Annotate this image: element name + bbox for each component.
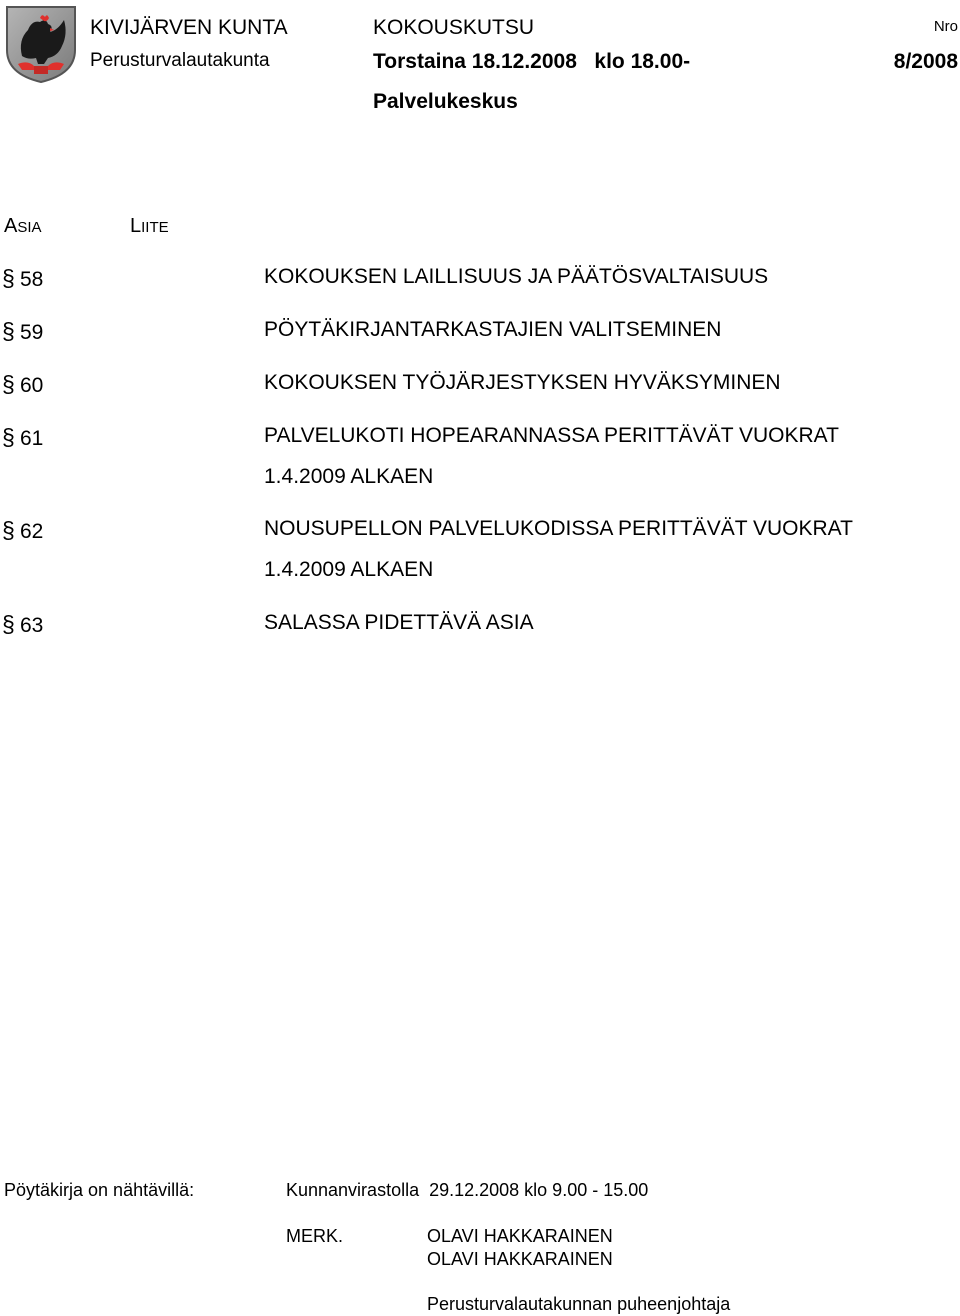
agenda-item-title: PALVELUKOTI HOPEARANNASSA PERITTÄVÄT VUOKRAT bbox=[264, 424, 839, 447]
column-header-liite-cap: L bbox=[130, 215, 142, 237]
signature-merk: MERK. bbox=[286, 1226, 344, 1246]
meeting-place: Palvelukeskus bbox=[373, 90, 518, 113]
agenda-item-title: SALASSA PIDETTÄVÄ ASIA bbox=[264, 611, 534, 634]
column-header-asia-rest: SIA bbox=[17, 219, 42, 236]
meeting-datetime: Torstaina 18.12.2008 klo 18.00- bbox=[373, 50, 691, 73]
agenda-item-number bbox=[2, 318, 43, 345]
signer-name: OLAVI HAKKARAINEN bbox=[427, 1226, 613, 1246]
signer-title: Perusturvalautakunnan puheenjohtaja bbox=[427, 1294, 731, 1314]
item-number: 59 bbox=[20, 321, 44, 344]
minutes-display-location: Kunnanvirastolla 29.12.2008 klo 9.00 - 15.00 bbox=[286, 1180, 649, 1200]
nro-label: Nro bbox=[933, 18, 958, 35]
column-header-asia-cap: A bbox=[4, 215, 18, 237]
board-name: Perusturvalautakunta bbox=[90, 50, 270, 71]
section-sign: § bbox=[2, 517, 15, 543]
column-header-asia bbox=[4, 215, 42, 238]
signer-name-repeat: OLAVI HAKKARAINEN bbox=[427, 1249, 613, 1269]
section-sign: § bbox=[2, 318, 15, 344]
section-sign: § bbox=[2, 371, 15, 397]
agenda-item-number bbox=[2, 611, 43, 638]
agenda-item-title-continued: 1.4.2009 ALKAEN bbox=[264, 465, 434, 488]
item-number: 62 bbox=[20, 520, 44, 543]
agenda-item-title: KOKOUKSEN LAILLISUUS JA PÄÄTÖSVALTAISUUS bbox=[264, 265, 769, 288]
municipality-name: KIVIJÄRVEN KUNTA bbox=[90, 16, 288, 39]
section-sign: § bbox=[2, 265, 15, 291]
section-sign: § bbox=[2, 611, 15, 637]
agenda-item-number bbox=[2, 517, 43, 544]
minutes-display-label: Pöytäkirja on nähtävillä: bbox=[4, 1180, 195, 1200]
agenda-item-title: PÖYTÄKIRJANTARKASTAJIEN VALITSEMINEN bbox=[264, 318, 722, 341]
column-header-liite bbox=[130, 215, 169, 238]
agenda-item-number bbox=[2, 371, 43, 398]
item-number: 61 bbox=[20, 427, 44, 450]
document-type: KOKOUSKUTSU bbox=[373, 16, 535, 39]
item-number: 58 bbox=[20, 268, 44, 291]
municipality-coat-of-arms bbox=[4, 4, 78, 84]
agenda-item-title: NOUSUPELLON PALVELUKODISSA PERITTÄVÄT VUOKRAT bbox=[264, 517, 853, 540]
column-header-liite-rest: IITE bbox=[141, 219, 169, 236]
agenda-item-number bbox=[2, 424, 43, 451]
agenda-item-title: KOKOUKSEN TYÖJÄRJESTYKSEN HYVÄKSYMINEN bbox=[264, 371, 781, 394]
agenda-item-number bbox=[2, 265, 43, 292]
item-number: 63 bbox=[20, 614, 44, 637]
section-sign: § bbox=[2, 424, 15, 450]
item-number: 60 bbox=[20, 374, 44, 397]
nro-value: 8/2008 bbox=[893, 50, 958, 73]
agenda-item-title-continued: 1.4.2009 ALKAEN bbox=[264, 558, 434, 581]
